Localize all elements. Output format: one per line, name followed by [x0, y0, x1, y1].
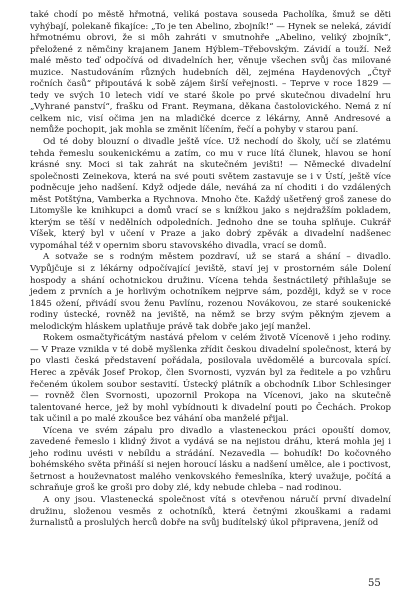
paragraph-6: A ony jsou. Vlastenecká společnost vítá s otevřenou náručí první divadelní družinu, složenou vesměs z ochotníků, která četnými zkouškami a radami žurnalistů a proslulých herců dobře na svůj budítelský úkol připravena, jeníž od [30, 494, 391, 529]
page-number: 55 [368, 578, 381, 589]
paragraph-4: Rokem osmačtyřicátým nastává přelom v celém životě Vícenově i jeho rodiny. — V Praze vznikla v té době myšlenka zřídit českou divadelní společnost, která by po vlasti česká představení pořádala, posilovala uvědomělé a burcovala spící. Herec a zpěvák Josef Prokop, člen Svornosti, vyzván byl za ředitele a po vzhůru řečeném úkolem soubor sestavití. Ústecký plátník a obchodník Libor Schlesinger — rovněž člen Svornosti, upozornil Prokopa na Vícenovi, jako na skutečně talentované herce, jež by mohl vybídnouti k divadelní pouti po Čechách. Prokop tak učinil a po malé zkoušce bez váhání oba manželé přijal. [30, 333, 391, 425]
paragraph-5: Vícena ve svém zápalu pro divadlo a vlasteneckou práci opouští domov, zavedené řemeslo i klidný život a vydává se na nejistou dráhu, která mohla jej i jeho rodinu uvésti v nebíldu a strádání. Nezavedla — bohudík! Do kočovného bohémského světa přináší si nejen horoucí lásku a nadšení umělce, ale i poctivost, šetrnost a houževnatost malého venkovského řemeslníka, který uvažuje, počítá a schraňuje groš ke groši pro doby zlé, kdy nebude chleba – nad rodinou. [30, 425, 391, 494]
paragraph-2: Od té doby blouzní o divadle ještě více. Už nechodí do školy, učí se zlatému tehda řemeslu soukenickému a zatím, co mu v ruce lítá člunek, hlavou se honí krásné sny. Moci si tak zahrát na skutečném jevišti! — Německé divadelní společnosti Zeinekova, která na své pouti světem zastavuje se i v Ústí, ještě více podněcuje jeho nadšení. Když odjede dále, neváhá za ní choditi i do vzdálených měst Potštýna, Vamberka a Rychnova. Mnoho čte. Každý ušetřený groš zanese do Litomyšle ke knihkupci a domů vrací se s knížkou jako s nejdražším pokladem, kterým se těší v nedělních odpoledních. Jednoho dne se touha splňuje. Cukrář Víšek, který byl v učení v Praze a jako dobrý zpěvák a divadelní nadšenec vypomáhal též v opernim sboru stavovského divadla, vrací se domů. [30, 137, 391, 251]
paragraph-1: také chodí po městě hřmotná, veliká postava souseda Pacholíka, šmuž se děti vyhýbají, polekaně fikajíce: „To je ten Abelino, zbojník!“ — Hynek se neleká, závidí hřmotnému obrovi, že si môh zahráti v smutnohře „Abelino, veliký zbojník“, přeložené z němčiny krajanem Janem Hýblem–Třebovským. Závidí a touží. Než malé město teď odpočívá od divadelních her, věnuje všechen svůj čas milované muzice. Nastudováním různých hudebních děl, zejména Haydenových „Čtyř ročních časů“ připoutává k sobě zájem širší veřejnosti. – Teprve v roce 1829 — tedy ve svých 10 letech vidí ve staré škole po prvé skutečnou divadelní hru „Vyhrané panství“, frašku od Frant. Reymana, děkana častolovického. Nemá z ní celkem nic, visí očima jen na mladičké dcerce z lékárny, Anně Andresové a nemůže pochopit, jak mohla se změnit líčením, řečí a pohyby v starou paní. [30, 10, 391, 136]
book-page [30, 10, 391, 530]
paragraph-3: A sotvaže se s rodným městem pozdraví, už se stará a shání – divadlo. Vypůjčuje si z lékárny odpočívající jeviště, staví jej v prostorném sále Dolení hospody a shání ochotnickou družinu. Vícena tehda šestnáctiletý přihlašuje se jedem z prvních a je horlivým ochotníkem nejprve sám, později, když se v roce 1845 ožení, přivádí svou ženu Pavlínu, rozenou Novákovou, ze staré soukenické rodiny ústecké, rovněž na jeviště, na němž se brzy svým pěkným zjevem a melodickým hláskem uplatňuje právě tak dobře jako její manžel. [30, 252, 391, 332]
